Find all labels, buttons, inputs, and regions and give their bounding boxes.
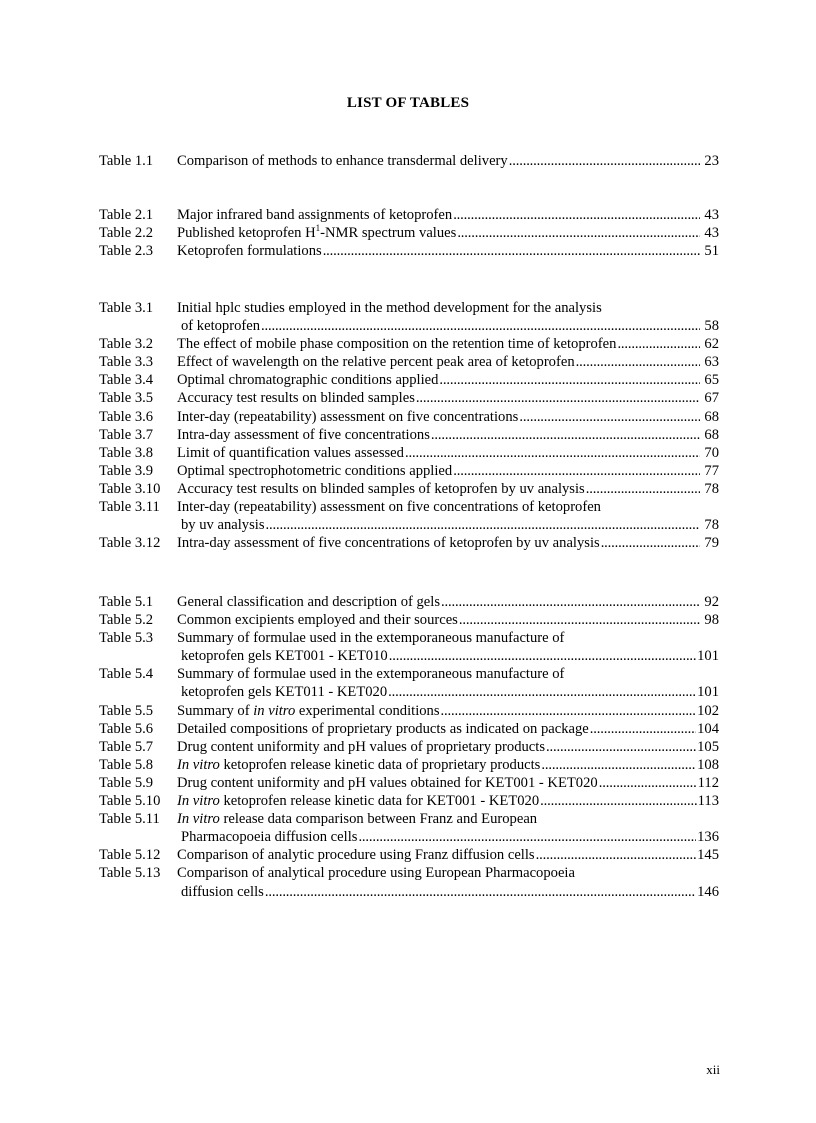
toc-entry-table-3-2[interactable] [99,335,719,353]
toc-entry-table-3-10[interactable] [99,480,719,498]
chapter-5-tables [99,593,719,901]
page-number: 23 [704,153,719,169]
caption-part: ketoprofen release kinetic data for KET001 - KET020 [219,793,540,810]
toc-entry-table-5-4[interactable] [99,665,719,701]
page-number: 67 [704,390,719,407]
chapter-2-tables [99,206,719,260]
table-number: Table 3.3 [99,354,154,371]
page-number: 43 [704,225,719,242]
toc-entry-table-5-8[interactable] [99,756,719,774]
page-number: 145 [697,847,719,864]
dot-leader [599,774,697,792]
page-number: 113 [697,793,719,810]
dot-leader [323,242,700,260]
table-caption-continued: ketoprofen gels KET001 - KET010 [181,648,388,665]
caption-part: release data comparison between Franz and European [219,811,538,828]
dot-leader [459,611,700,629]
table-number: Table 3.5 [99,390,154,407]
toc-entry-table-5-13[interactable] [99,864,719,900]
table-number: Table 2.2 [99,225,154,242]
table-caption: Summary of formulae used in the extemporaneous manufacture of [177,630,565,647]
dot-leader [265,883,696,901]
toc-entry-table-3-8[interactable] [99,444,719,462]
table-caption: Comparison of analytical procedure using European Pharmacopoeia [177,865,575,882]
table-caption [177,792,539,810]
table-caption-continued: of ketoprofen [181,318,261,335]
table-caption-continued: diffusion cells [181,883,264,900]
toc-entry-table-3-3[interactable] [99,353,719,371]
page-number: 65 [704,372,719,389]
table-caption: Detailed compositions of proprietary products as indicated on package [177,720,589,737]
page-number: 62 [704,336,719,353]
table-caption: Inter-day (repeatability) assessment on five concentrations [177,408,519,425]
dot-leader [546,738,696,756]
toc-entry-table-5-10[interactable] [99,792,719,810]
toc-entry-table-5-3[interactable] [99,629,719,665]
table-caption: Effect of wavelength on the relative percent peak area of ketoprofen [177,354,575,371]
dot-leader [586,480,700,498]
caption-italic: In vitro [177,756,220,773]
page-number: 78 [704,480,719,497]
page-number: 101 [697,684,719,701]
table-number: Table 3.4 [99,372,154,389]
table-number: Table 5.13 [99,865,161,882]
table-number: Table 3.7 [99,426,154,443]
superscript: 1 [315,223,321,234]
page-number: 98 [704,612,719,629]
table-number: Table 3.2 [99,336,154,353]
page-number: 79 [704,535,719,552]
table-number: Table 5.7 [99,738,154,755]
table-caption: Intra-day assessment of five concentrations of ketoprofen by uv analysis [177,535,600,552]
page-number: 77 [704,462,719,479]
table-caption: Comparison of methods to enhance transdermal delivery [177,153,508,169]
page-number: 102 [697,702,719,719]
toc-entry-table-3-7[interactable] [99,426,719,444]
table-number: Table 5.11 [99,811,160,828]
page-number: 70 [704,444,719,461]
dot-leader [590,720,696,738]
page-number: 78 [704,517,719,534]
dot-leader [416,389,700,407]
toc-entry-table-3-6[interactable] [99,408,719,426]
table-caption-continued: by uv analysis [181,517,265,534]
table-number: Table 5.8 [99,756,154,773]
dot-leader [617,335,700,353]
page-number: 63 [704,354,719,371]
chapter-3-tables [99,299,719,552]
table-caption: Optimal spectrophotometric conditions applied [177,462,453,479]
toc-entry-table-2-2[interactable] [99,224,719,242]
table-number: Table 5.5 [99,702,154,719]
table-number: Table 5.10 [99,793,161,810]
toc-entry-table-3-4[interactable] [99,371,719,389]
dot-leader [388,683,696,701]
dot-leader [261,317,700,335]
dot-leader [453,462,700,480]
toc-entry-table-3-9[interactable] [99,462,719,480]
toc-entry-table-3-5[interactable] [99,389,719,407]
dot-leader [453,206,700,224]
page-title: LIST OF TABLES [346,95,470,111]
table-caption: Comparison of analytic procedure using Franz diffusion cells [177,847,535,864]
table-caption: Intra-day assessment of five concentrations [177,426,430,443]
table-caption: Ketoprofen formulations [177,243,322,260]
table-number: Table 3.6 [99,408,154,425]
toc-entry-table-5-5[interactable] [99,702,719,720]
dot-leader [601,534,700,552]
table-caption [177,810,537,828]
table-caption: Accuracy test results on blinded samples [177,390,415,407]
caption-part: Published ketoprofen H [177,225,316,242]
table-number: Table 5.3 [99,630,154,647]
table-number: Table 1.1 [99,153,154,169]
toc-entry-table-5-7[interactable] [99,738,719,756]
toc-entry-table-2-1[interactable] [99,206,719,224]
dot-leader [441,702,697,720]
caption-part: -NMR spectrum values [320,225,457,242]
dot-leader [519,408,700,426]
dot-leader [431,426,700,444]
toc-entry-table-5-12[interactable] [99,846,719,864]
table-number: Table 5.4 [99,666,154,683]
page-number: 43 [704,207,719,223]
table-caption: Major infrared band assignments of ketoprofen [177,207,453,223]
caption-italic: In vitro [177,811,220,828]
table-caption-continued: Pharmacopoeia diffusion cells [181,829,358,846]
page-number: 68 [704,426,719,443]
table-caption [177,756,540,774]
dot-leader [576,353,700,371]
dot-leader [441,593,700,611]
table-number: Table 5.9 [99,774,154,791]
dot-leader [541,756,696,774]
dot-leader [540,792,696,810]
table-caption-continued: ketoprofen gels KET011 - KET020 [181,684,388,701]
toc-entry-table-2-3[interactable] [99,242,719,260]
table-caption: Common excipients employed and their sources [177,612,458,629]
toc-entry-table-5-2[interactable] [99,611,719,629]
toc-entry-table-3-1[interactable] [99,299,719,335]
table-caption: Summary of formulae used in the extemporaneous manufacture of [177,666,565,683]
page-number: 146 [697,883,719,900]
toc-entry-table-5-9[interactable] [99,774,719,792]
caption-part: Summary of [177,702,254,719]
table-number: Table 3.12 [99,535,161,552]
toc-entry-table-5-1[interactable] [99,593,719,611]
dot-leader [457,224,700,242]
toc-entry-table-3-11[interactable] [99,498,719,534]
page-number: 58 [704,318,719,335]
table-caption: The effect of mobile phase composition on the retention time of ketoprofen [177,336,617,353]
dot-leader [405,444,700,462]
caption-part: experimental conditions [295,702,440,719]
table-caption: Optimal chromatographic conditions applied [177,372,439,389]
toc-entry-table-3-12[interactable] [99,534,719,552]
page-number: 51 [704,243,719,260]
page-number: 136 [697,829,719,846]
table-caption: Initial hplc studies employed in the method development for the analysis [177,300,602,316]
table-number: Table 5.6 [99,720,154,737]
chapter-1-tables [99,152,719,170]
dot-leader [358,828,696,846]
caption-italic: In vitro [177,793,220,810]
page-number: 112 [697,774,719,791]
dot-leader [536,846,697,864]
table-caption: Limit of quantification values assessed [177,444,404,461]
table-number: Table 3.10 [99,480,161,497]
page-number: 104 [697,720,719,737]
page-folio: xii [706,1062,720,1077]
table-number: Table 3.11 [99,499,160,516]
page-number: 68 [704,408,719,425]
caption-italic: in vitro [253,702,296,719]
table-caption: Accuracy test results on blinded samples of ketoprofen by uv analysis [177,480,585,497]
table-caption: Drug content uniformity and pH values obtained for KET001 - KET020 [177,774,598,791]
table-caption: General classification and description of gels [177,594,441,610]
toc-entry-table-1-1[interactable] [99,152,719,170]
dot-leader [266,516,700,534]
table-caption: Inter-day (repeatability) assessment on five concentrations of ketoprofen [177,499,601,516]
page-number: 105 [697,738,719,755]
dot-leader [439,371,700,389]
table-number: Table 3.1 [99,300,154,316]
table-caption [177,224,456,242]
table-number: Table 3.9 [99,462,154,479]
table-number: Table 2.1 [99,207,154,223]
table-number: Table 5.2 [99,612,154,629]
page-number: 101 [697,648,719,665]
page-number: 92 [704,594,719,610]
toc-entry-table-5-11[interactable] [99,810,719,846]
dot-leader [389,647,696,665]
caption-part: ketoprofen release kinetic data of proprietary products [219,756,541,773]
table-number: Table 3.8 [99,444,154,461]
table-number: Table 5.1 [99,594,154,610]
page-number: 108 [697,756,719,773]
table-caption: Drug content uniformity and pH values of proprietary products [177,738,545,755]
table-caption [177,702,440,720]
dot-leader [509,152,700,170]
table-number: Table 5.12 [99,847,161,864]
table-number: Table 2.3 [99,243,154,260]
toc-entry-table-5-6[interactable] [99,720,719,738]
